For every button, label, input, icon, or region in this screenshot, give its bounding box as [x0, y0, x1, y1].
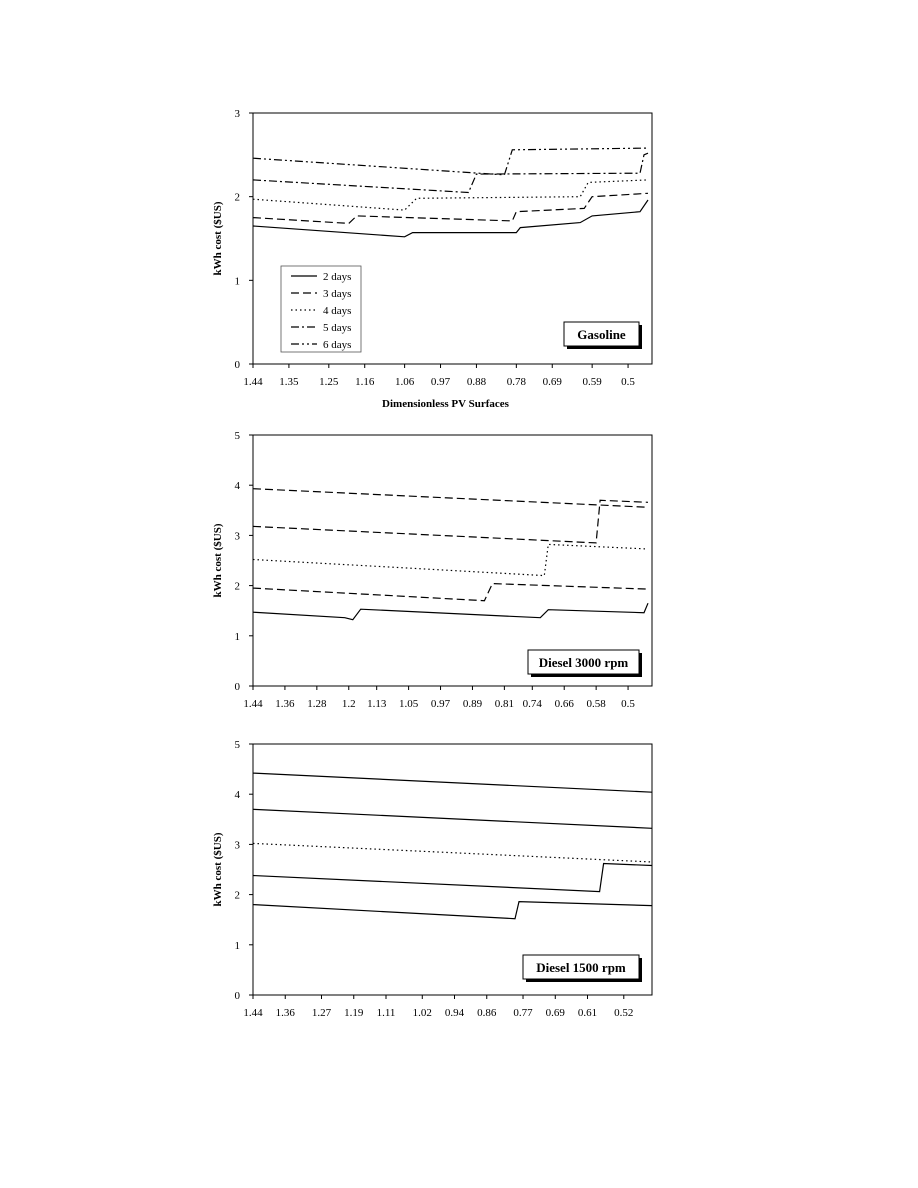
x-tick-label: 0.89: [462, 698, 483, 710]
legend-label: 2 days: [323, 271, 352, 283]
x-tick-label: 1.27: [311, 1007, 332, 1019]
series-line-5-days: [253, 809, 652, 828]
x-tick-label: 0.5: [621, 376, 635, 388]
x-tick-label: 1.44: [243, 1007, 263, 1019]
x-tick-label: 1.36: [275, 1007, 295, 1019]
y-tick-label: 1: [234, 630, 240, 643]
x-tick-label: 1.06: [394, 376, 415, 388]
x-tick-label: 0.97: [430, 376, 451, 388]
x-tick-label: 0.58: [586, 698, 606, 710]
series-line-6-days: [253, 489, 648, 508]
x-tick-label: 1.02: [412, 1007, 432, 1019]
series-line-2-days: [253, 902, 652, 919]
y-tick-label: 2: [234, 191, 240, 204]
y-tick-label: 3: [234, 839, 240, 852]
x-tick-label: 1.16: [355, 376, 375, 388]
x-tick-label: 0.61: [577, 1007, 598, 1019]
y-tick-label: 0: [234, 359, 240, 371]
series-line-4-days: [253, 180, 648, 210]
y-tick-label: 5: [234, 739, 240, 751]
x-tick-label: 0.66: [554, 698, 574, 710]
chart-title: Diesel 1500 rpm: [536, 960, 626, 975]
y-axis-label: kWh cost ($US): [212, 832, 224, 907]
y-tick-label: 3: [234, 530, 240, 543]
x-tick-label: 0.97: [430, 698, 451, 710]
x-tick-label: 1.11: [376, 1007, 396, 1019]
x-tick-label: 1.44: [243, 376, 263, 388]
x-tick-label: 0.81: [494, 698, 514, 710]
series-line-2-days: [253, 603, 648, 620]
x-tick-label: 1.36: [275, 698, 295, 710]
y-tick-label: 3: [234, 108, 240, 120]
y-tick-label: 2: [234, 889, 240, 902]
series-line-3-days: [253, 584, 648, 601]
y-tick-label: 1: [234, 939, 240, 952]
x-tick-label: 0.78: [506, 376, 526, 388]
y-tick-label: 4: [234, 480, 240, 493]
x-tick-label: 0.86: [477, 1007, 497, 1019]
y-tick-label: 5: [234, 430, 240, 442]
x-tick-label: 0.94: [444, 1007, 465, 1019]
x-tick-label: 0.88: [466, 376, 487, 388]
x-tick-label: 0.77: [513, 1007, 533, 1019]
gasoline-chart: [212, 108, 652, 410]
series-line-2-days: [253, 200, 648, 237]
legend: [281, 266, 361, 352]
x-tick-label: 0.59: [582, 376, 602, 388]
diesel1500-chart: [212, 739, 652, 1019]
chart-title: Diesel 3000 rpm: [538, 655, 629, 670]
x-axis-label: Dimensionless PV Surfaces: [382, 398, 509, 410]
diesel3000-plot-frame: [253, 435, 652, 686]
x-tick-label: 0.74: [522, 698, 542, 710]
x-tick-label: 0.52: [614, 1007, 634, 1019]
x-tick-label: 0.69: [545, 1007, 565, 1019]
series-line-5-days: [253, 500, 648, 543]
x-tick-label: 0.5: [621, 698, 635, 710]
y-axis-label: kWh cost ($US): [212, 201, 224, 276]
y-tick-label: 0: [234, 681, 240, 693]
legend-label: 4 days: [323, 305, 352, 317]
series-line-4-days: [253, 544, 648, 575]
x-tick-label: 1.13: [367, 698, 387, 710]
y-tick-label: 1: [234, 275, 240, 288]
y-tick-label: 0: [234, 990, 240, 1002]
y-axis-label: kWh cost ($US): [212, 523, 224, 598]
legend-label: 6 days: [323, 339, 352, 351]
y-tick-label: 2: [234, 580, 240, 593]
series-line-6-days: [253, 773, 652, 792]
x-tick-label: 1.19: [344, 1007, 364, 1019]
series-line-5-days: [253, 153, 648, 192]
diesel3000-chart: [212, 430, 652, 710]
x-tick-label: 0.69: [542, 376, 562, 388]
chart-title: Gasoline: [577, 327, 626, 342]
x-tick-label: 1.05: [398, 698, 419, 710]
legend-label: 3 days: [323, 288, 352, 300]
series-line-3-days: [253, 864, 652, 892]
y-tick-label: 4: [234, 789, 240, 802]
x-tick-label: 1.2: [341, 698, 356, 710]
series-line-6-days: [253, 148, 648, 175]
legend-label: 5 days: [323, 322, 352, 334]
series-line-4-days: [253, 843, 652, 862]
x-tick-label: 1.44: [243, 698, 263, 710]
x-tick-label: 1.25: [319, 376, 339, 388]
x-tick-label: 1.28: [307, 698, 327, 710]
x-tick-label: 1.35: [279, 376, 299, 388]
